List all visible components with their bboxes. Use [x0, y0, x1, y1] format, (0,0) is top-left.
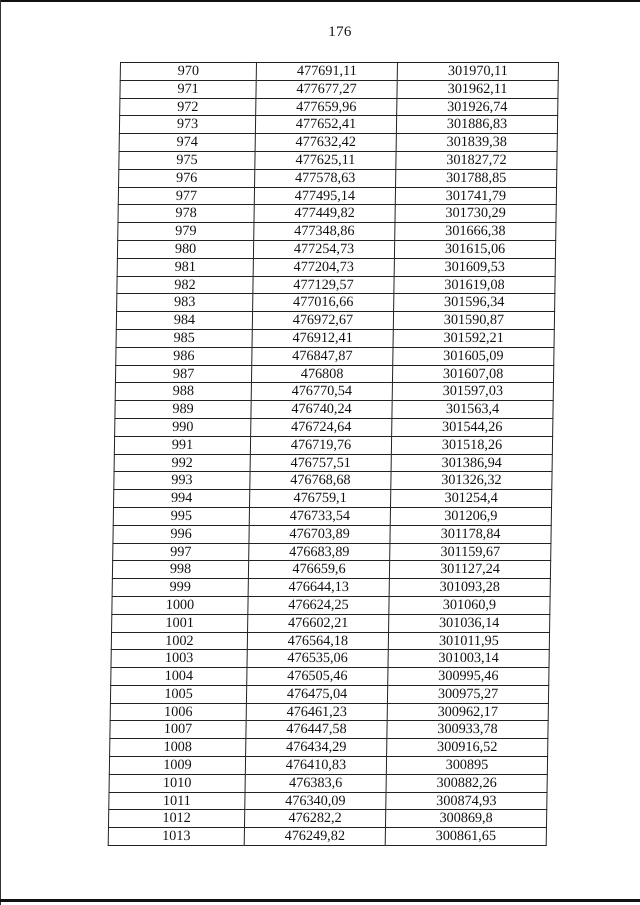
- y-coordinate-cell: 301159,67: [390, 543, 551, 561]
- y-coordinate-cell: 301596,34: [394, 294, 555, 312]
- point-number-cell: 993: [114, 472, 250, 490]
- point-number-cell: 982: [117, 276, 253, 294]
- point-number-cell: 984: [116, 312, 252, 330]
- table-row: [117, 258, 555, 276]
- x-coordinate-cell: 476644,13: [248, 579, 389, 597]
- y-coordinate-cell: 301839,38: [396, 134, 557, 152]
- coordinates-table-wrapper: [108, 62, 558, 846]
- x-coordinate-cell: 476912,41: [252, 329, 393, 347]
- y-coordinate-cell: 301962,11: [397, 80, 558, 98]
- page-number: 176: [328, 24, 352, 40]
- y-coordinate-cell: 301127,24: [389, 561, 550, 579]
- point-number-cell: 972: [120, 98, 256, 116]
- table-row: [117, 276, 555, 294]
- table-row: [118, 187, 556, 205]
- table-row: [118, 223, 556, 241]
- point-number-cell: 1011: [109, 792, 245, 810]
- y-coordinate-cell: 300975,27: [387, 685, 548, 703]
- point-number-cell: 996: [113, 525, 249, 543]
- point-number-cell: 998: [112, 561, 248, 579]
- table-row: [111, 650, 549, 668]
- point-number-cell: 990: [115, 418, 251, 436]
- table-row: [111, 632, 549, 650]
- y-coordinate-cell: 300874,93: [386, 792, 547, 810]
- x-coordinate-cell: 477659,96: [256, 98, 397, 116]
- table-row: [120, 98, 558, 116]
- point-number-cell: 977: [118, 187, 254, 205]
- point-number-cell: 987: [115, 365, 251, 383]
- y-coordinate-cell: 301605,09: [393, 347, 554, 365]
- table-row: [119, 169, 557, 187]
- table-row: [112, 596, 550, 614]
- x-coordinate-cell: 476475,04: [246, 685, 387, 703]
- y-coordinate-cell: 301003,14: [388, 650, 549, 668]
- x-coordinate-cell: 476847,87: [252, 347, 393, 365]
- table-row: [113, 525, 551, 543]
- point-number-cell: 971: [120, 80, 256, 98]
- table-row: [109, 757, 547, 775]
- y-coordinate-cell: 301926,74: [397, 98, 558, 116]
- y-coordinate-cell: 300933,78: [387, 721, 548, 739]
- table-row: [110, 685, 548, 703]
- x-coordinate-cell: 476410,83: [245, 757, 386, 775]
- y-coordinate-cell: 300882,26: [386, 774, 547, 792]
- y-coordinate-cell: 301827,72: [396, 151, 557, 169]
- table-row: [110, 721, 548, 739]
- point-number-cell: 1008: [110, 739, 246, 757]
- table-row: [115, 418, 553, 436]
- x-coordinate-cell: 477016,66: [253, 294, 394, 312]
- table-row: [109, 792, 547, 810]
- table-row: [108, 810, 546, 828]
- page-bottom-border: [0, 899, 640, 902]
- point-number-cell: 1003: [111, 650, 247, 668]
- table-row: [113, 543, 551, 561]
- y-coordinate-cell: 301206,9: [390, 507, 551, 525]
- x-coordinate-cell: 477578,63: [255, 169, 396, 187]
- table-row: [114, 490, 552, 508]
- table-row: [114, 472, 552, 490]
- x-coordinate-cell: 476724,64: [251, 418, 392, 436]
- x-coordinate-cell: 477652,41: [255, 116, 396, 134]
- point-number-cell: 980: [117, 240, 253, 258]
- table-row: [119, 134, 557, 152]
- point-number-cell: 970: [120, 63, 256, 81]
- point-number-cell: 985: [116, 329, 252, 347]
- x-coordinate-cell: 477691,11: [256, 63, 397, 81]
- table-row: [117, 294, 555, 312]
- point-number-cell: 989: [115, 401, 251, 419]
- table-row: [120, 80, 558, 98]
- point-number-cell: 1001: [112, 614, 248, 632]
- point-number-cell: 1002: [111, 632, 247, 650]
- point-number-cell: 1013: [108, 828, 244, 846]
- x-coordinate-cell: 477129,57: [253, 276, 394, 294]
- point-number-cell: 994: [114, 490, 250, 508]
- table-row: [112, 561, 550, 579]
- point-number-cell: 995: [113, 507, 249, 525]
- x-coordinate-cell: 477632,42: [255, 134, 396, 152]
- table-row: [116, 329, 554, 347]
- y-coordinate-cell: 301597,03: [392, 383, 553, 401]
- x-coordinate-cell: 477449,82: [254, 205, 395, 223]
- y-coordinate-cell: 300895: [386, 757, 547, 775]
- point-number-cell: 976: [119, 169, 255, 187]
- y-coordinate-cell: 301386,94: [391, 454, 552, 472]
- point-number-cell: 978: [118, 205, 254, 223]
- table-row: [112, 579, 550, 597]
- x-coordinate-cell: 476808: [251, 365, 392, 383]
- y-coordinate-cell: 301590,87: [393, 312, 554, 330]
- table-row: [110, 703, 548, 721]
- point-number-cell: 1005: [110, 685, 246, 703]
- x-coordinate-cell: 476434,29: [246, 739, 387, 757]
- x-coordinate-cell: 476602,21: [248, 614, 389, 632]
- table-row: [118, 205, 556, 223]
- y-coordinate-cell: 301666,38: [395, 223, 556, 241]
- x-coordinate-cell: 477204,73: [253, 258, 394, 276]
- x-coordinate-cell: 476733,54: [249, 507, 390, 525]
- x-coordinate-cell: 476535,06: [247, 650, 388, 668]
- x-coordinate-cell: 476447,58: [246, 721, 387, 739]
- point-number-cell: 997: [113, 543, 249, 561]
- y-coordinate-cell: 301730,29: [395, 205, 556, 223]
- y-coordinate-cell: 301615,06: [394, 240, 555, 258]
- x-coordinate-cell: 476770,54: [251, 383, 392, 401]
- y-coordinate-cell: 301592,21: [393, 329, 554, 347]
- x-coordinate-cell: 477677,27: [256, 80, 397, 98]
- table-row: [116, 312, 554, 330]
- table-row: [108, 828, 546, 846]
- x-coordinate-cell: 476383,6: [245, 774, 386, 792]
- y-coordinate-cell: 301326,32: [391, 472, 552, 490]
- y-coordinate-cell: 301788,85: [396, 169, 557, 187]
- point-number-cell: 981: [117, 258, 253, 276]
- x-coordinate-cell: 476340,09: [245, 792, 386, 810]
- table-row: [114, 454, 552, 472]
- point-number-cell: 973: [119, 116, 255, 134]
- y-coordinate-cell: 301093,28: [389, 579, 550, 597]
- table-row: [119, 116, 557, 134]
- y-coordinate-cell: 301178,84: [390, 525, 551, 543]
- x-coordinate-cell: 476624,25: [248, 596, 389, 614]
- y-coordinate-cell: 300995,46: [388, 668, 549, 686]
- point-number-cell: 992: [114, 454, 250, 472]
- y-coordinate-cell: 301036,14: [389, 614, 550, 632]
- table-row: [114, 436, 552, 454]
- point-number-cell: 991: [114, 436, 250, 454]
- y-coordinate-cell: 301741,79: [395, 187, 556, 205]
- table-row: [120, 63, 558, 81]
- table-row: [115, 365, 553, 383]
- point-number-cell: 974: [119, 134, 255, 152]
- point-number-cell: 999: [112, 579, 248, 597]
- table-row: [119, 151, 557, 169]
- x-coordinate-cell: 476659,6: [248, 561, 389, 579]
- point-number-cell: 1010: [109, 774, 245, 792]
- y-coordinate-cell: 301609,53: [394, 258, 555, 276]
- x-coordinate-cell: 477495,14: [254, 187, 395, 205]
- y-coordinate-cell: 300869,8: [385, 810, 546, 828]
- y-coordinate-cell: 301886,83: [396, 116, 557, 134]
- x-coordinate-cell: 476683,89: [249, 543, 390, 561]
- page-left-border: [0, 0, 1, 905]
- point-number-cell: 1006: [110, 703, 246, 721]
- y-coordinate-cell: 301970,11: [397, 63, 558, 81]
- y-coordinate-cell: 301607,08: [392, 365, 553, 383]
- x-coordinate-cell: 476757,51: [250, 454, 391, 472]
- table-row: [111, 668, 549, 686]
- x-coordinate-cell: 476703,89: [249, 525, 390, 543]
- x-coordinate-cell: 477254,73: [253, 240, 394, 258]
- point-number-cell: 1009: [109, 757, 245, 775]
- y-coordinate-cell: 301254,4: [391, 490, 552, 508]
- x-coordinate-cell: 477348,86: [254, 223, 395, 241]
- table-row: [116, 347, 554, 365]
- point-number-cell: 986: [116, 347, 252, 365]
- table-row: [113, 507, 551, 525]
- table-row: [109, 774, 547, 792]
- point-number-cell: 1007: [110, 721, 246, 739]
- y-coordinate-cell: 300916,52: [387, 739, 548, 757]
- point-number-cell: 975: [119, 151, 255, 169]
- x-coordinate-cell: 476768,68: [250, 472, 391, 490]
- table-row: [117, 240, 555, 258]
- x-coordinate-cell: 476505,46: [247, 668, 388, 686]
- point-number-cell: 979: [118, 223, 254, 241]
- table-row: [115, 383, 553, 401]
- x-coordinate-cell: 476564,18: [247, 632, 388, 650]
- y-coordinate-cell: 301518,26: [391, 436, 552, 454]
- y-coordinate-cell: 301011,95: [388, 632, 549, 650]
- point-number-cell: 988: [115, 383, 251, 401]
- point-number-cell: 1000: [112, 596, 248, 614]
- y-coordinate-cell: 300962,17: [387, 703, 548, 721]
- coordinates-table: [108, 62, 559, 846]
- x-coordinate-cell: 476759,1: [250, 490, 391, 508]
- coordinates-table-body: [108, 63, 558, 846]
- x-coordinate-cell: 476972,67: [252, 312, 393, 330]
- x-coordinate-cell: 476719,76: [250, 436, 391, 454]
- point-number-cell: 983: [117, 294, 253, 312]
- x-coordinate-cell: 476249,82: [244, 828, 385, 846]
- page-top-border: [0, 0, 640, 2]
- y-coordinate-cell: 301544,26: [392, 418, 553, 436]
- x-coordinate-cell: 476740,24: [251, 401, 392, 419]
- y-coordinate-cell: 301060,9: [389, 596, 550, 614]
- y-coordinate-cell: 300861,65: [385, 828, 546, 846]
- x-coordinate-cell: 477625,11: [255, 151, 396, 169]
- table-row: [112, 614, 550, 632]
- table-row: [115, 401, 553, 419]
- y-coordinate-cell: 301563,4: [392, 401, 553, 419]
- y-coordinate-cell: 301619,08: [394, 276, 555, 294]
- table-row: [110, 739, 548, 757]
- x-coordinate-cell: 476461,23: [246, 703, 387, 721]
- point-number-cell: 1004: [111, 668, 247, 686]
- x-coordinate-cell: 476282,2: [244, 810, 385, 828]
- point-number-cell: 1012: [108, 810, 244, 828]
